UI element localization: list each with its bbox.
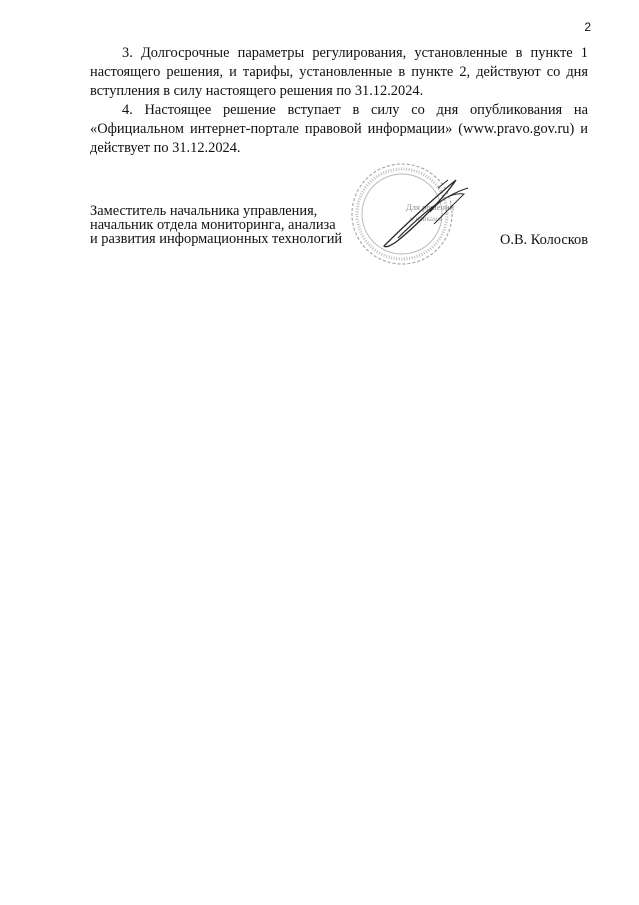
page-number: 2: [584, 20, 591, 34]
signatory-title-line: Заместитель начальника управления,: [90, 203, 318, 219]
seal-text-line-1: Для решений: [406, 202, 455, 212]
seal-text-ring: [357, 169, 447, 259]
document-body: [90, 44, 588, 158]
signatory-title-line: начальник отдела мониторинга, анализа: [90, 217, 336, 233]
signatory-title: [90, 204, 342, 246]
official-seal-with-signature: [344, 158, 474, 270]
paragraph-4: 4. Настоящее решение вступает в силу со дня опубликования на «Официальном интернет-портале правовой информации» (www.pravo.gov.ru) и действует по 31.12.2024.: [90, 102, 588, 156]
paragraph-3: 3. Долгосрочные параметры регулирования, установленные в пункте 1 настоящего решения, и тарифы, установленные в пункте 2, действуют со дня вступления в силу настоящего решения по 31.12.2024.: [90, 45, 588, 99]
signatory-title-line: и развития информационных технологий: [90, 231, 343, 247]
signatory-name: О.В. Колосков: [499, 232, 588, 248]
signature-block: [90, 204, 588, 264]
seal-outer-ring: [352, 164, 452, 264]
seal-inner-ring: [362, 174, 442, 254]
seal-text-line-2: и приказов: [410, 215, 443, 223]
signature-stroke: [398, 188, 468, 238]
